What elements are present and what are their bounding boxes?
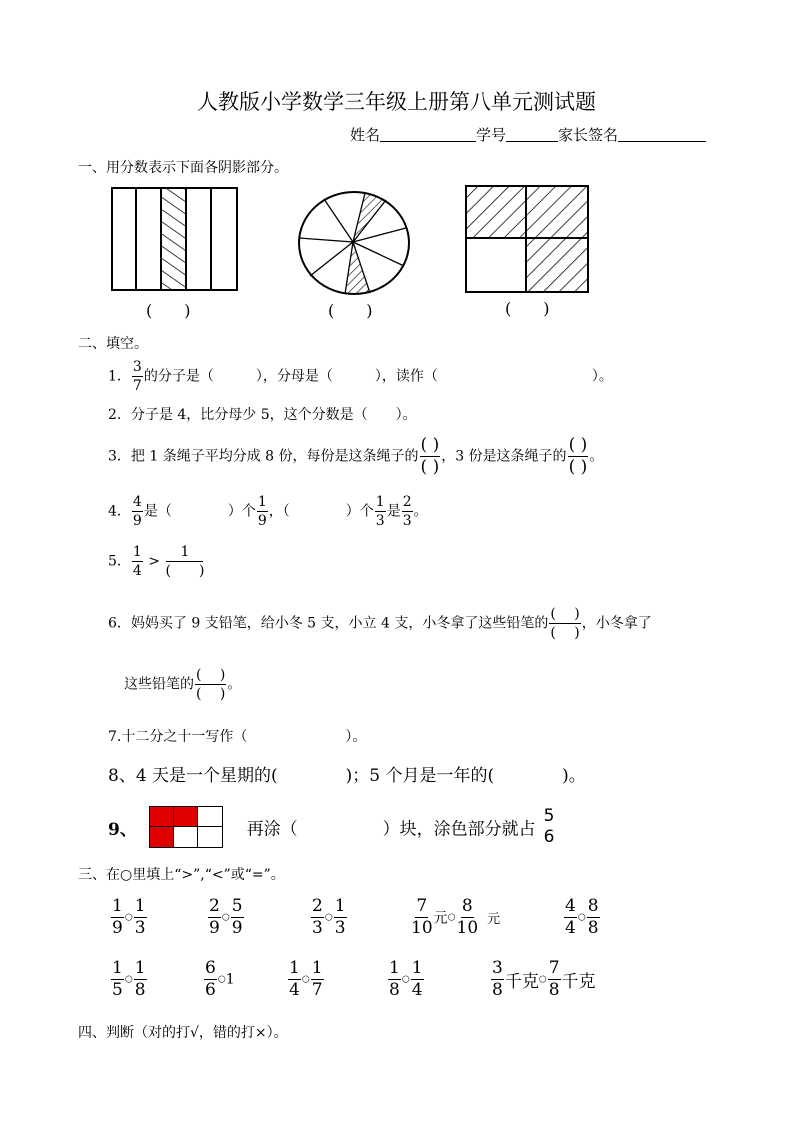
question-6-continued: 这些铅笔的 $\frac{( )}{( )}$ 。 <box>124 667 242 702</box>
id-field[interactable] <box>506 126 558 142</box>
section-2-heading: 二、填空。 <box>78 336 148 352</box>
compare-item-6: $\frac{1}{5}$ ○ $\frac{1}{8}$ <box>112 958 146 1000</box>
compare-item-7: $\frac{6}{6}$ ○1 <box>205 958 235 1000</box>
name-label: 姓名 <box>350 126 381 144</box>
compare-item-5: $\frac{4}{4}$ ○ $\frac{8}{8}$ <box>565 896 599 938</box>
question-9: 9、 再涂（ ）块，涂色部分就占 5 6 <box>108 806 555 847</box>
section-4-heading: 四、判断（对的打√，错的打×）。 <box>78 1025 288 1041</box>
answer-blank-2[interactable]: ( ) <box>328 301 373 320</box>
answer-blank-1[interactable]: ( ) <box>146 301 191 320</box>
parent-signature-field[interactable] <box>618 126 706 142</box>
section-3-heading: 三、在○里填上“>”,“<”或“=”。 <box>78 867 285 883</box>
compare-item-1: $\frac{1}{9}$ ○ $\frac{1}{3}$ <box>112 896 146 938</box>
question-1-text: 的分子是（ ），分母是（ ），读作（ ）。 <box>143 368 613 385</box>
question-3: 3．把 1 条绳子平均分成 8 份，每份是这条绳子的 $\frac{( )}{( )}$ ，3 份是这条绳子的 $\frac{( )}{( )}$ 。 <box>108 435 604 477</box>
question-7: 7.十二分之十一写作（ ）。 <box>108 729 367 745</box>
question-8: 8、4 天是一个星期的( )；5 个月是一年的( )。 <box>108 766 586 786</box>
section-1-heading: 一、用分数表示下面各阴影部分。 <box>78 160 288 176</box>
square-grid-figure <box>464 184 590 294</box>
question-4: 4． $\frac{4}{9}$ 是（ ）个 $\frac{1}{9}$ ，（ ）个 $\frac{1}{3}$ 是 $\frac{2}{3}$ 。 <box>108 494 428 529</box>
id-label: 学号 <box>476 126 507 144</box>
compare-item-10: $\frac{3}{8}$ 千克○ $\frac{7}{8}$ 千克 <box>492 958 596 1000</box>
student-info-line <box>350 124 706 145</box>
page-title: 人教版小学数学三年级上册第八单元测试题 <box>197 90 596 114</box>
question-2: 2．分子是 4，比分母少 5，这个分数是（ ）。 <box>108 407 417 423</box>
answer-blank-3[interactable]: ( ) <box>505 299 550 318</box>
compare-item-3: $\frac{2}{3}$ ○ $\frac{1}{3}$ <box>312 896 346 938</box>
striped-rectangle-figure <box>110 186 240 292</box>
q9-grid <box>149 806 223 848</box>
question-1: 1． $\frac{3}{7}$ 的分子是（ ），分母是（ ），读作（ ）。 <box>108 359 613 394</box>
name-field[interactable] <box>380 126 476 142</box>
compare-item-4: $\frac{7}{10}$ 元○ $\frac{8}{10}$ 元 <box>411 896 501 938</box>
parent-label: 家长签名 <box>558 126 619 144</box>
question-5: 5． $\frac{1}{4}$ > $\frac{1}{( )}$ <box>108 544 205 579</box>
compare-item-2: $\frac{2}{9}$ ○ $\frac{5}{9}$ <box>209 896 243 938</box>
question-6: 6．妈妈买了 9 支铅笔，给小冬 5 支，小立 4 支，小冬拿了这些铅笔的 $\frac{( )}{( )}$ ，小冬拿了 <box>108 606 652 641</box>
compare-item-9: $\frac{1}{8}$ ○ $\frac{1}{4}$ <box>389 958 423 1000</box>
compare-item-8: $\frac{1}{4}$ ○ $\frac{1}{7}$ <box>289 958 323 1000</box>
circle-figure <box>298 190 412 296</box>
